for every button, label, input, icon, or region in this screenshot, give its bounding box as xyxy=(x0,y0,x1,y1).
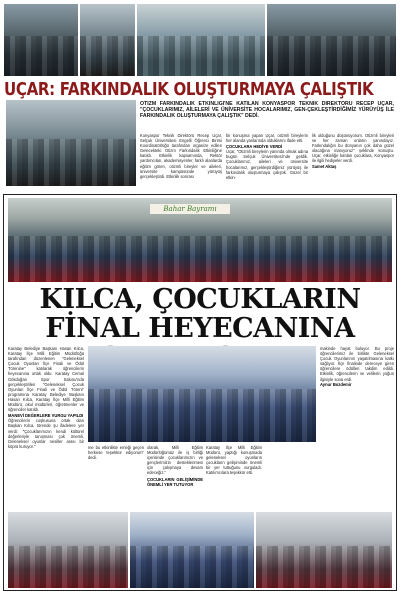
photo-award-ceremony-3 xyxy=(256,512,392,588)
article2-col2 xyxy=(88,445,144,507)
article2-col1-text: Karatay Belediye Başkanı Hasan Kılca, Karatay İlçe Milli Eğitim Müdürlüğü tarafından düzenlenen "Geleneksel Çocuk Oyunları İlçe Finali ve Ödül Törenine" katılarak öğrencilerin heyecanına ortak oldu. Karatay Cemal Gökdoğan Spor Salonu'nda gerçekleştirilen "Geleneksel Çocuk Oyunları İlçe Finali ve Ödül Töreni" programına Karatay Belediye Başkanı Hasan Kılca, Karatay İlçe Milli Eğitim Müdürü, okul müdürleri, öğretmenler ve öğrenciler katıldı. xyxy=(8,346,84,413)
article1-col3 xyxy=(312,133,394,189)
photo-children-costumes xyxy=(88,346,316,442)
article1-col2 xyxy=(226,133,308,189)
article1-byline: Samet Aktaş xyxy=(312,163,337,169)
article2-col1 xyxy=(8,346,84,506)
article2-subheading-2: ÇOCUKLARIN GELİŞİMİNDE ÖNEMLİ YER TUTUYOR xyxy=(147,476,203,487)
article2-banner: Bahar Bayramı xyxy=(150,204,230,214)
photo-walk-main xyxy=(137,4,265,76)
article2-col4-text: Karatay İlçe Milli Eğitim Müdürü, yaptığı konuşmada geleneksel oyunların çocukların gelişiminde önemli bir yer tuttuğunu vurguladı. Katılımcılara teşekkür etti. xyxy=(206,445,262,476)
article1-subheading: ÇOCUKLARA HEDİYE VERDİ xyxy=(226,144,283,150)
article1-headline: UÇAR: FARKINDALIK OLUŞTURMAYA ÇALIŞTIK xyxy=(4,80,374,100)
article1-col1-text: Konyaspor Teknik Direktörü Recep Uçar, Selçuk Üniversitesi Engelli Öğrenci Birimi Koordinatörlüğü tarafından organize edilen Gelecekteki Otizm Farkındalık Etkinliğine katıldı. Etkinlik kapsamında, Rektör yardımcıları, akademisyenler, farklı alanlarda eğitim gören, otizmli bireyler ve aileleri, üniversite kampüsünde yürüyüş gerçekleştirdi. Etkinlik sonrası xyxy=(140,133,222,179)
article2-col3 xyxy=(147,445,203,507)
article1-lead: OTİZM FARKINDALIK ETKİNLİĞİ'NE KATILAN KONYASPOR TEKNİK DİREKTÖRÜ RECEP UÇAR, "ÇOCUKLARIMIZ, AİLELERİ VE ÜNİVERSİTE HOCALARIMIZ, GEN-ÇEKLEŞTİRDİĞİMİZ YÜRÜYÜŞ İLE FARKINDALIK OLUŞTURMAYA ÇALIŞTIK" DEDİ. xyxy=(140,101,394,119)
article2-col4 xyxy=(206,445,262,507)
article2-headline: KILCA, ÇOCUKLARIN FİNAL HEYECANINA xyxy=(39,284,361,344)
article2-subheading-1: MANEVİ DEĞERLERE VURGU YAPILDI xyxy=(8,413,84,419)
article2-col1b-text: Öğrencilerin coşkusuna ortak olan Başkan Kılca, törende şu ifadelere yer verdi: "Çocuklarımızın kendi kültürel değerleriyle tanışması çok önemli. Geleneksel oyunlar nesiller arası bir köprü kuruyor." xyxy=(8,418,84,449)
photo-walk-crowd-3 xyxy=(267,4,396,76)
article1-col3-text: lik olduğunu düşünüyorum. Otizmli bireyleri ve her zaman onların yanındayız. Farkındalığın bu dünyanın çok daha güzel olacağına inanıyoruz" şeklinde konuştu. Uçar, etkinliğe katılan çocuklara, Konyaspor ile ilgili hediyeler verdi. xyxy=(312,133,394,164)
photo-award-ceremony-2 xyxy=(130,512,254,588)
article2-col5 xyxy=(320,346,394,506)
article2-col5-text: makinde hayat buluyor. Bu proje öğrencilerimiz ile birlikte Geleneksel Çocuk Oyunlarının yaşatılmasına katkı sağlıyor. İlçe finalinde dereceye giren öğrencilere ödülleri takdim edildi. Etkinlik, öğrencilerin ve velilerin yoğun ilgisiyle sona erdi. xyxy=(320,346,394,382)
article1-col2-text: bir konuşma yapan Uçar, otizmli bireylerin her alanda yanlarında olduklarını ifade etti. xyxy=(226,133,308,144)
photo-walk-crowd-2 xyxy=(80,4,135,76)
photo-award-ceremony-1 xyxy=(8,512,128,588)
article1-col2b-text: Uçar, "Otizmli bireylerin yanında olmak adına bugün Selçuk Üniversitesi'nde geldik. Çocuklarımız, aileleri ve üniversite hocalarımız, gerçekleştirdiğimiz yürüyüş ile farkındalık oluşturmaya çalıştık. Güzel bir etkin- xyxy=(226,149,308,180)
article2-col2-text: me bu etkinlikte emeği geçen herkese teşekkür ediyorum" dedi. xyxy=(88,445,144,461)
article2-col3-text: olarak, Milli Eğitim Müdürlüğümüz ile iş birliği içerisinde çocuklarımızın ve gençlerimizin desteklenmesi için çalışmaya devam edeceğiz." xyxy=(147,445,203,476)
article1-col1 xyxy=(140,133,222,189)
photo-walk-crowd-1 xyxy=(4,4,78,76)
article2-byline: Aynur Bozdemir xyxy=(320,381,352,387)
photo-ucar-children xyxy=(6,100,136,186)
